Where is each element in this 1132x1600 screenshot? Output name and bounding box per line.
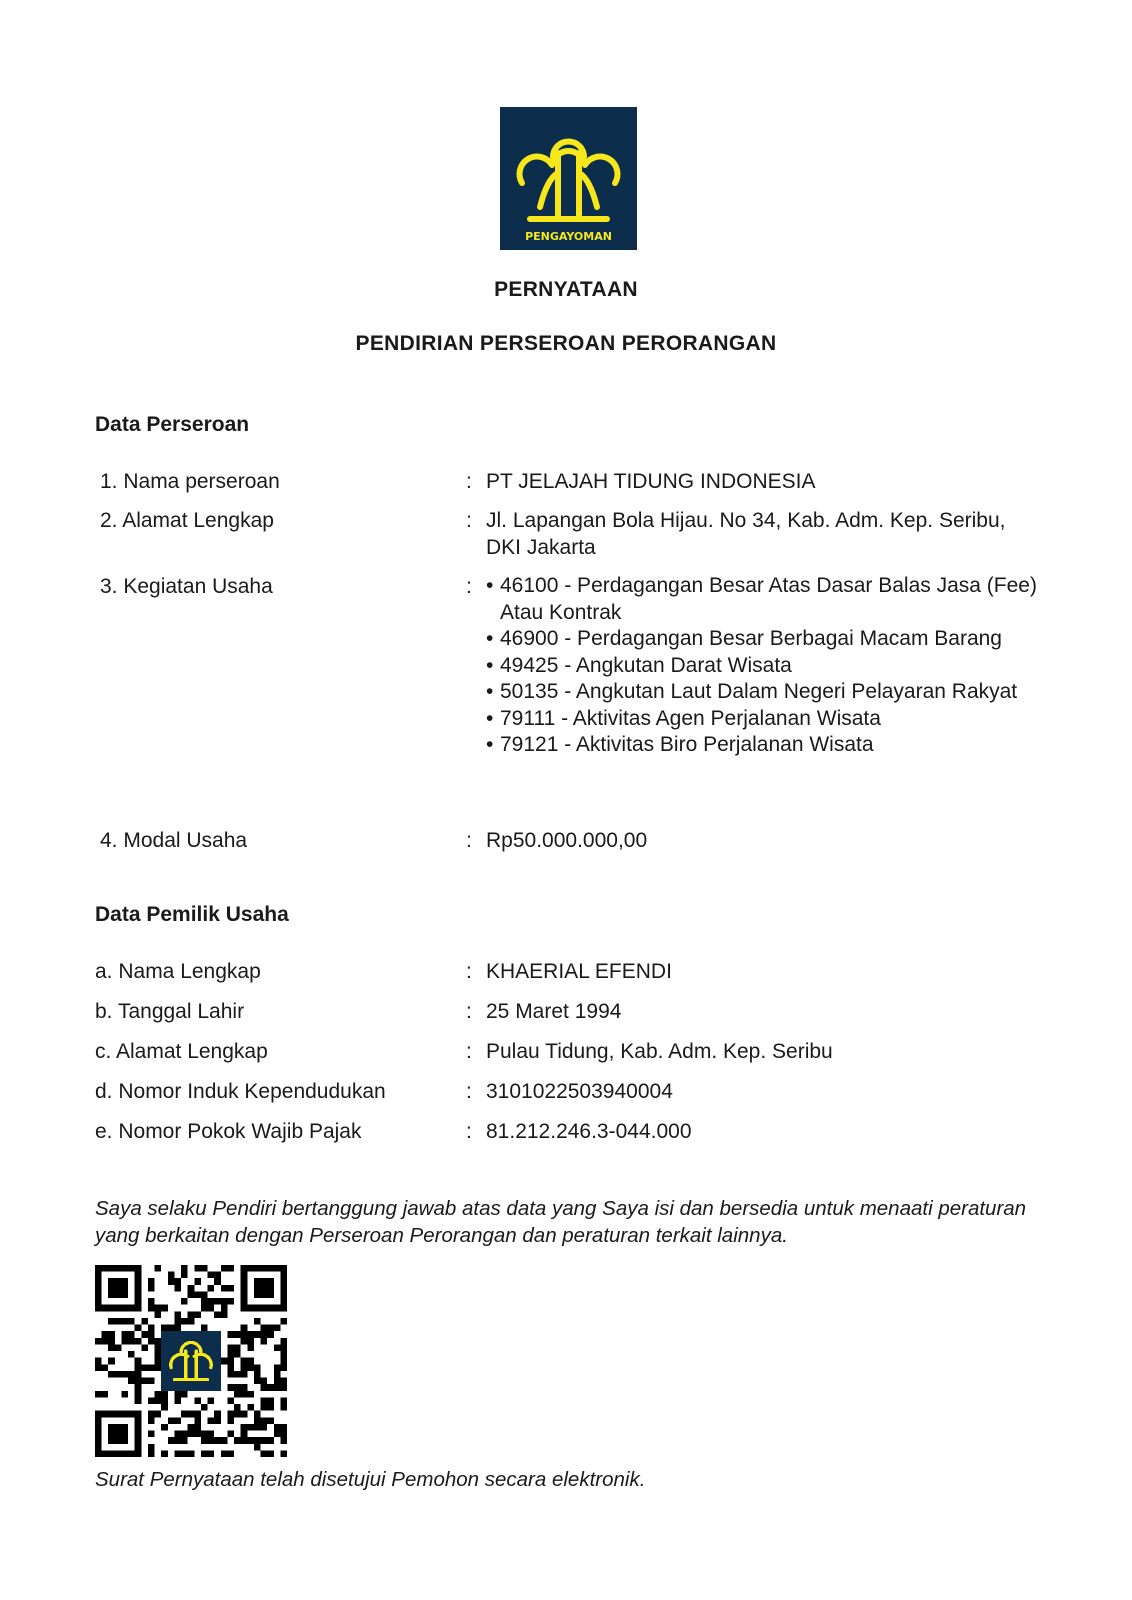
business-activity-list [486, 573, 1046, 759]
separator: : [466, 1080, 472, 1103]
business-activity-item: • 50135 - Angkutan Laut Dalam Negeri Pelayaran Rakyat [486, 679, 1046, 706]
owner-address-value: Pulau Tidung, Kab. Adm. Kep. Seribu [486, 1040, 833, 1063]
separator: : [466, 829, 472, 852]
business-activity-item: • 46900 - Perdagangan Besar Berbagai Macam Barang [486, 626, 1046, 653]
owner-npwp-label: e. Nomor Pokok Wajib Pajak [95, 1120, 362, 1143]
company-address-value: Jl. Lapangan Bola Hijau. No 34, Kab. Adm. Kep. Seribu, DKI Jakarta [486, 509, 1006, 559]
document-title: PERNYATAAN [494, 278, 638, 301]
business-activity-item: • 46100 - Perdagangan Besar Atas Dasar Balas Jasa (Fee) Atau Kontrak [486, 573, 1046, 626]
capital-value: Rp50.000.000,00 [486, 829, 648, 852]
electronic-approval-note: Surat Pernyataan telah disetujui Pemohon secara elektronik. [95, 1468, 646, 1491]
company-address-label: 2. Alamat Lengkap [100, 509, 274, 532]
business-activity-label: 3. Kegiatan Usaha [100, 575, 273, 598]
separator: : [466, 470, 472, 493]
company-name-label: 1. Nama perseroan [100, 470, 280, 493]
qr-code-icon [95, 1265, 287, 1457]
business-activity-item: • 49425 - Angkutan Darat Wisata [486, 653, 1046, 680]
separator: : [466, 1000, 472, 1023]
separator: : [466, 1120, 472, 1143]
owner-name-value: KHAERIAL EFENDI [486, 960, 672, 983]
owner-npwp-value: 81.212.246.3-044.000 [486, 1120, 692, 1143]
logo-text: PENGAYOMAN [525, 230, 612, 243]
separator: : [466, 509, 472, 532]
document-subtitle: PENDIRIAN PERSEROAN PERORANGAN [355, 332, 777, 355]
business-activity-item: • 79111 - Aktivitas Agen Perjalanan Wisata [486, 706, 1046, 733]
pengayoman-emblem-icon [500, 107, 637, 250]
capital-label: 4. Modal Usaha [100, 829, 248, 852]
owner-birthdate-label: b. Tanggal Lahir [95, 1000, 245, 1023]
company-section-title: Data Perseroan [95, 413, 250, 436]
separator: : [466, 575, 472, 598]
owner-address-label: c. Alamat Lengkap [95, 1040, 268, 1063]
owner-nik-value: 3101022503940004 [486, 1080, 673, 1103]
separator: : [466, 960, 472, 983]
owner-nik-label: d. Nomor Induk Kependudukan [95, 1080, 386, 1103]
owner-birthdate-value: 25 Maret 1994 [486, 1000, 622, 1023]
pengayoman-logo [500, 107, 637, 250]
business-activity-item: • 79121 - Aktivitas Biro Perjalanan Wisata [486, 732, 1046, 759]
qr-code [95, 1265, 287, 1457]
responsibility-statement: Saya selaku Pendiri bertanggung jawab atas data yang Saya isi dan bersedia untuk menaati peraturan yang berkaitan dengan Perseroan Perorangan dan peraturan terkait lainnya. [95, 1197, 1027, 1247]
owner-name-label: a. Nama Lengkap [95, 960, 261, 983]
company-name-value: PT JELAJAH TIDUNG INDONESIA [486, 470, 816, 493]
separator: : [466, 1040, 472, 1063]
owner-section-title: Data Pemilik Usaha [95, 903, 289, 926]
